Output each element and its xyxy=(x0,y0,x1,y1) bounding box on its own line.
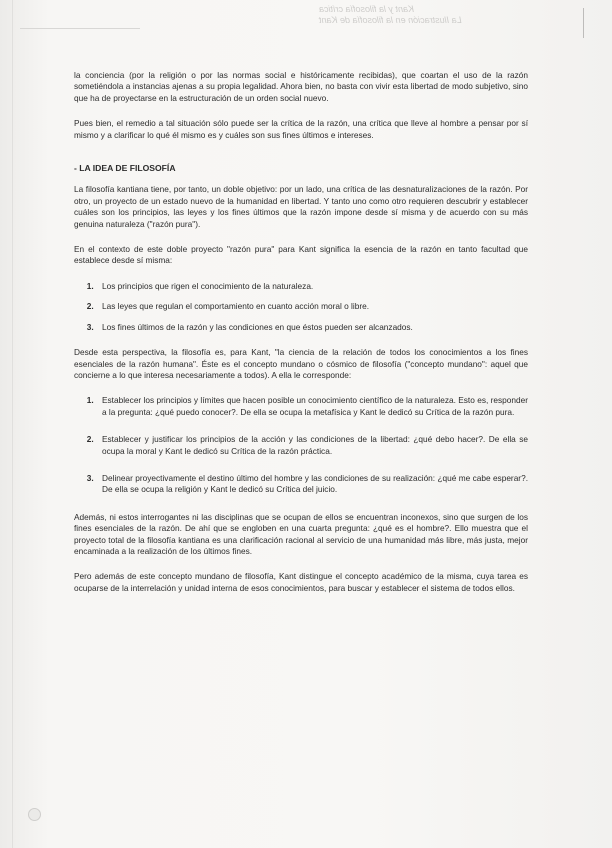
bleed-line-2: La Ilustración en la filosofía de Kant xyxy=(319,15,462,25)
document-body xyxy=(74,70,528,608)
bleed-rule xyxy=(20,28,140,29)
list-item: 2. Establecer y justificar los principios de la acción y las condiciones de la libertad: ¿qué debo hacer?. De ella se ocupa la moral y Kant le dedicó su Crítica de la razón práctica. xyxy=(96,434,528,457)
paragraph-1: la conciencia (por la religión o por las normas social e históricamente recibidas), que coartan el uso de la razón sometiéndola a instancias ajenas a su propia legalidad. Ahora bien, no basta con vivir esta libertad de modo subjetivo, sino que ha de proyectarse en la estructuración de un orden social nuevo. xyxy=(74,70,528,103)
list-item: 3. Delinear proyectivamente el destino último del hombre y las condiciones de su realización: ¿qué me cabe esperar?. De ella se ocupa la religión y Kant le dedicó su Crítica del juicio. xyxy=(96,473,528,496)
section-heading: - LA IDEA DE FILOSOFÍA xyxy=(74,163,176,174)
list-razon-pura xyxy=(74,281,528,333)
list-item: 3. Los fines últimos de la razón y las condiciones en que éstos pueden ser alcanzados. xyxy=(96,322,528,333)
list-item: 1. Los principios que rigen el conocimiento de la naturaleza. xyxy=(96,281,528,292)
bleed-tick xyxy=(583,8,584,38)
paragraph-5: Desde esta perspectiva, la filosofía es, para Kant, "la ciencia de la relación de todos los conocimientos a los fines esenciales de la razón humana". Éste es el concepto mundano o cósmico de filosofía ("concepto mundano": aquel que concierne a lo que interesa necesariamente a todos). A ella le corresponde: xyxy=(74,347,528,380)
paragraph-2: Pues bien, el remedio a tal situación sólo puede ser la crítica de la razón, una crítica que lleve al hombre a pensar por sí mismo y a clarificar lo qué él mismo es y cuáles son sus fines últimos e intereses. xyxy=(74,118,528,140)
paragraph-7: Pero además de este concepto mundano de filosofía, Kant distingue el concepto académico de la misma, cuya tarea es ocuparse de la interrelación y unidad interna de esos conocimientos, para buscar y establecer el sistema de todos ellos. xyxy=(74,571,528,593)
list-item: 2. Las leyes que regulan el comportamiento en cuanto acción moral o libre. xyxy=(96,301,528,312)
bleed-line-1: Kant y la filosofía crítica xyxy=(319,4,415,14)
punch-hole xyxy=(28,808,41,821)
paragraph-6: Además, ni estos interrogantes ni las disciplinas que se ocupan de ellos se encuentran inconexos, sino que surgen de los fines esenciales de la razón. De ahí que se engloben en una cuarta pregunta: ¿qué es el hombre?. Ello muestra que el proyecto total de la filosofía kantiana es una clarificación racional al servicio de una humanidad más libre, más justa, mejor encaminada a la realización de los últimos fines. xyxy=(74,511,528,556)
list-item: 1. Establecer los principios y límites que hacen posible un conocimiento científico de la naturaleza. Esto es, responder a la pregunta: ¿qué puedo conocer?. De ella se ocupa la metafísica y Kant le dedicó su Crítica de la razón pura. xyxy=(96,395,528,418)
page-crease xyxy=(12,0,13,848)
list-tareas-filosofia xyxy=(74,395,528,495)
paragraph-3: La filosofía kantiana tiene, por tanto, un doble objetivo: por un lado, una crítica de las desnaturalizaciones de la razón. Por otro, un proyecto de un estado nuevo de la humanidad en libertad. Y tanto uno como otro requieren descubrir y establecer cuáles son los principios, las leyes y los fines últimos que la razón impone desde sí misma y de acuerdo con su más genuina naturaleza ("razón pura"). xyxy=(74,184,528,229)
bleed-through-text xyxy=(319,4,462,26)
paragraph-4: En el contexto de este doble proyecto "razón pura" para Kant significa la esencia de la razón en tanto facultad que establece desde sí misma: xyxy=(74,244,528,266)
